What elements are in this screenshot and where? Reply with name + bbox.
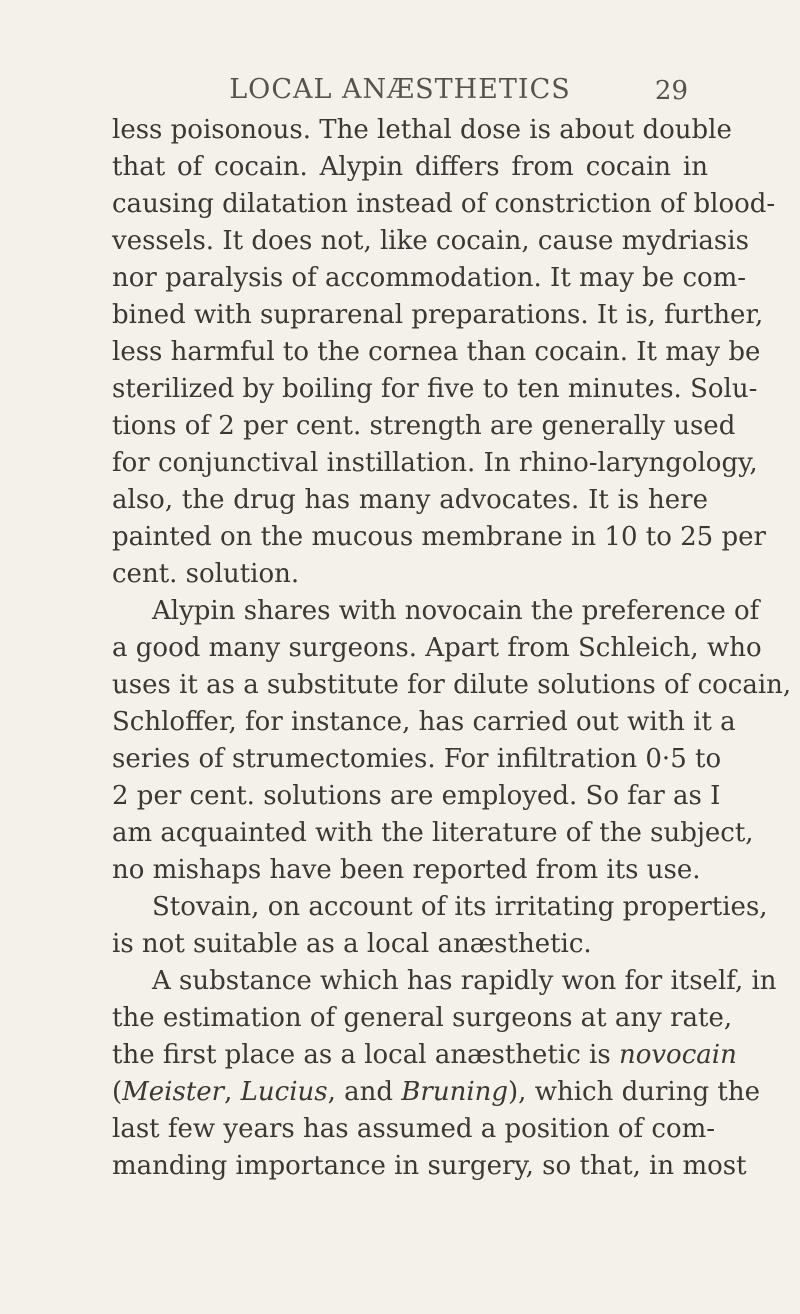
italic-maker-meister: Meister [122, 1077, 225, 1107]
italic-term-novocain: novocain [618, 1040, 737, 1070]
text-line: is not suitable as a local anæsthetic. [112, 929, 592, 959]
text-span: , [224, 1077, 241, 1107]
text-line: sterilized by boiling for five to ten minutes. Solu- [112, 374, 758, 404]
text-span: ( [112, 1077, 123, 1107]
text-line: last few years has assumed a position of com- [112, 1114, 716, 1144]
text-line: nor paralysis of accommodation. It may be com- [112, 263, 747, 293]
text-line: bined with suprarenal preparations. It is, further, [112, 300, 764, 330]
text-line: less poisonous. The lethal dose is about double [112, 115, 732, 145]
paragraph-3 [112, 889, 768, 963]
paragraph-2 [112, 593, 792, 889]
italic-maker-bruning: Bruning [401, 1077, 509, 1107]
text-line [112, 1074, 760, 1111]
text-line: 2 per cent. solutions are employed. So far as I [112, 781, 721, 811]
body-text [112, 112, 792, 1185]
running-title: LOCAL ANÆSTHETICS [229, 74, 571, 105]
text-line: tions of 2 per cent. strength are generally used [112, 411, 736, 441]
text-line: vessels. It does not, like cocain, cause mydriasis [112, 226, 749, 256]
page-header [0, 74, 800, 114]
text-span: , and [327, 1077, 402, 1107]
text-line: causing dilatation instead of constriction of blood- [112, 189, 776, 219]
text-line: the estimation of general surgeons at any rate, [112, 1003, 733, 1033]
text-line: series of strumectomies. For infiltration 0·5 to [112, 744, 722, 774]
text-line: no mishaps have been reported from its use. [112, 855, 701, 885]
text-line: less harmful to the cornea than cocain. It may be [112, 337, 761, 367]
page-number: 29 [654, 76, 688, 106]
text-line: for conjunctival instillation. In rhino-laryngology, [112, 448, 758, 478]
text-line: Stovain, on account of its irritating properties, [152, 892, 768, 922]
paragraph-4 [112, 963, 777, 1185]
text-line: manding importance in surgery, so that, in most [112, 1151, 747, 1181]
italic-maker-lucius: Lucius [240, 1077, 328, 1107]
text-line: Schloffer, for instance, has carried out with it a [112, 707, 736, 737]
text-line: uses it as a substitute for dilute solutions of cocain, [112, 670, 792, 700]
text-span: the first place as a local anæsthetic is [112, 1040, 619, 1070]
text-line: cent. solution. [112, 559, 300, 589]
text-line [112, 1037, 737, 1074]
text-line: that of cocain. Alypin differs from cocain in [112, 152, 708, 182]
text-line: A substance which has rapidly won for itself, in [152, 966, 777, 996]
text-span: ), which during the [508, 1077, 760, 1107]
text-line: painted on the mucous membrane in 10 to 25 per [112, 522, 766, 552]
text-line: a good many surgeons. Apart from Schleich, who [112, 633, 762, 663]
text-line: Alypin shares with novocain the preference of [152, 596, 760, 626]
text-line: also, the drug has many advocates. It is here [112, 485, 708, 515]
text-line: am acquainted with the literature of the subject, [112, 818, 754, 848]
paragraph-1 [112, 112, 776, 593]
